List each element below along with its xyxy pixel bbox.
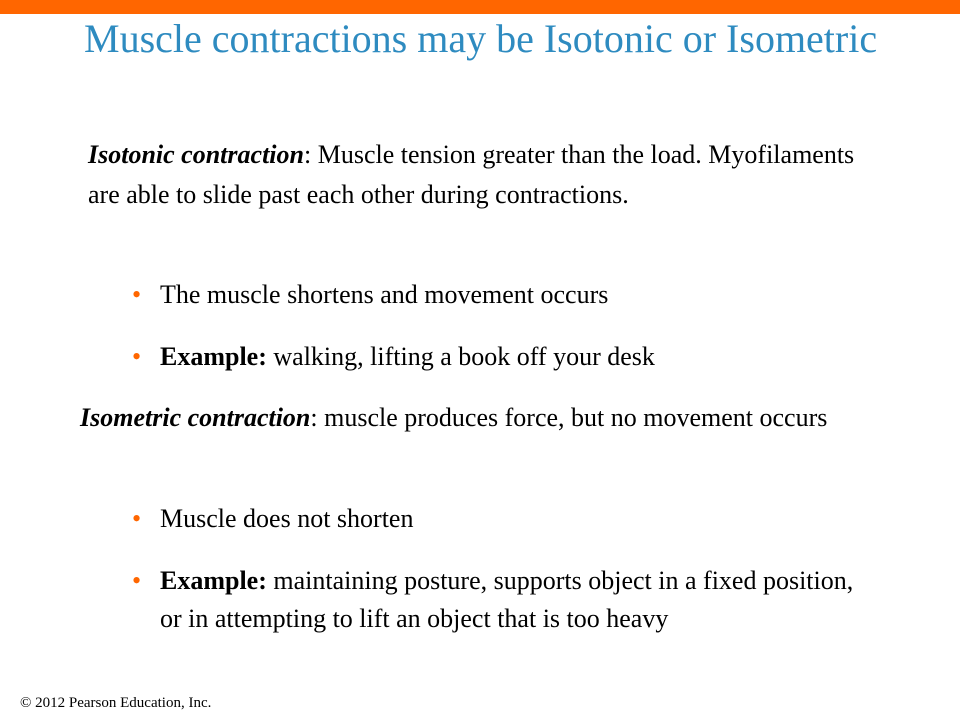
- bullet-dot-icon: •: [132, 566, 142, 595]
- isotonic-term: Isotonic contraction: [88, 140, 304, 169]
- isometric-term: Isometric contraction: [80, 403, 311, 432]
- slide-title: Muscle contractions may be Isotonic or Isometric: [84, 16, 878, 61]
- isotonic-definition: [88, 135, 888, 215]
- bullet-label: Example:: [160, 566, 267, 595]
- copyright-footer: © 2012 Pearson Education, Inc.: [20, 695, 212, 711]
- isometric-definition: [80, 398, 900, 438]
- isotonic-bullet-2: [132, 338, 880, 376]
- isotonic-bullet-1: [132, 276, 880, 314]
- bullet-text: The muscle shortens and movement occurs: [160, 280, 609, 309]
- top-accent-bar: [0, 0, 960, 14]
- bullet-label: Example:: [160, 342, 267, 371]
- bullet-dot-icon: •: [132, 342, 142, 371]
- bullet-dot-icon: •: [132, 280, 142, 309]
- isotonic-definition-text: : Muscle tension greater than the load. Myofilaments are able to slide past each other during contractions.: [88, 140, 855, 209]
- bullet-text: walking, lifting a book off your desk: [266, 342, 655, 371]
- bullet-text: Muscle does not shorten: [160, 504, 414, 533]
- isometric-definition-text: : muscle produces force, but no movement occurs: [310, 403, 828, 432]
- isometric-bullet-1: [132, 500, 880, 538]
- bullet-text: maintaining posture, supports object in a fixed position, or in attempting to lift an object that is too heavy: [160, 566, 854, 633]
- bullet-dot-icon: •: [132, 504, 142, 533]
- isometric-bullet-2: [132, 562, 880, 638]
